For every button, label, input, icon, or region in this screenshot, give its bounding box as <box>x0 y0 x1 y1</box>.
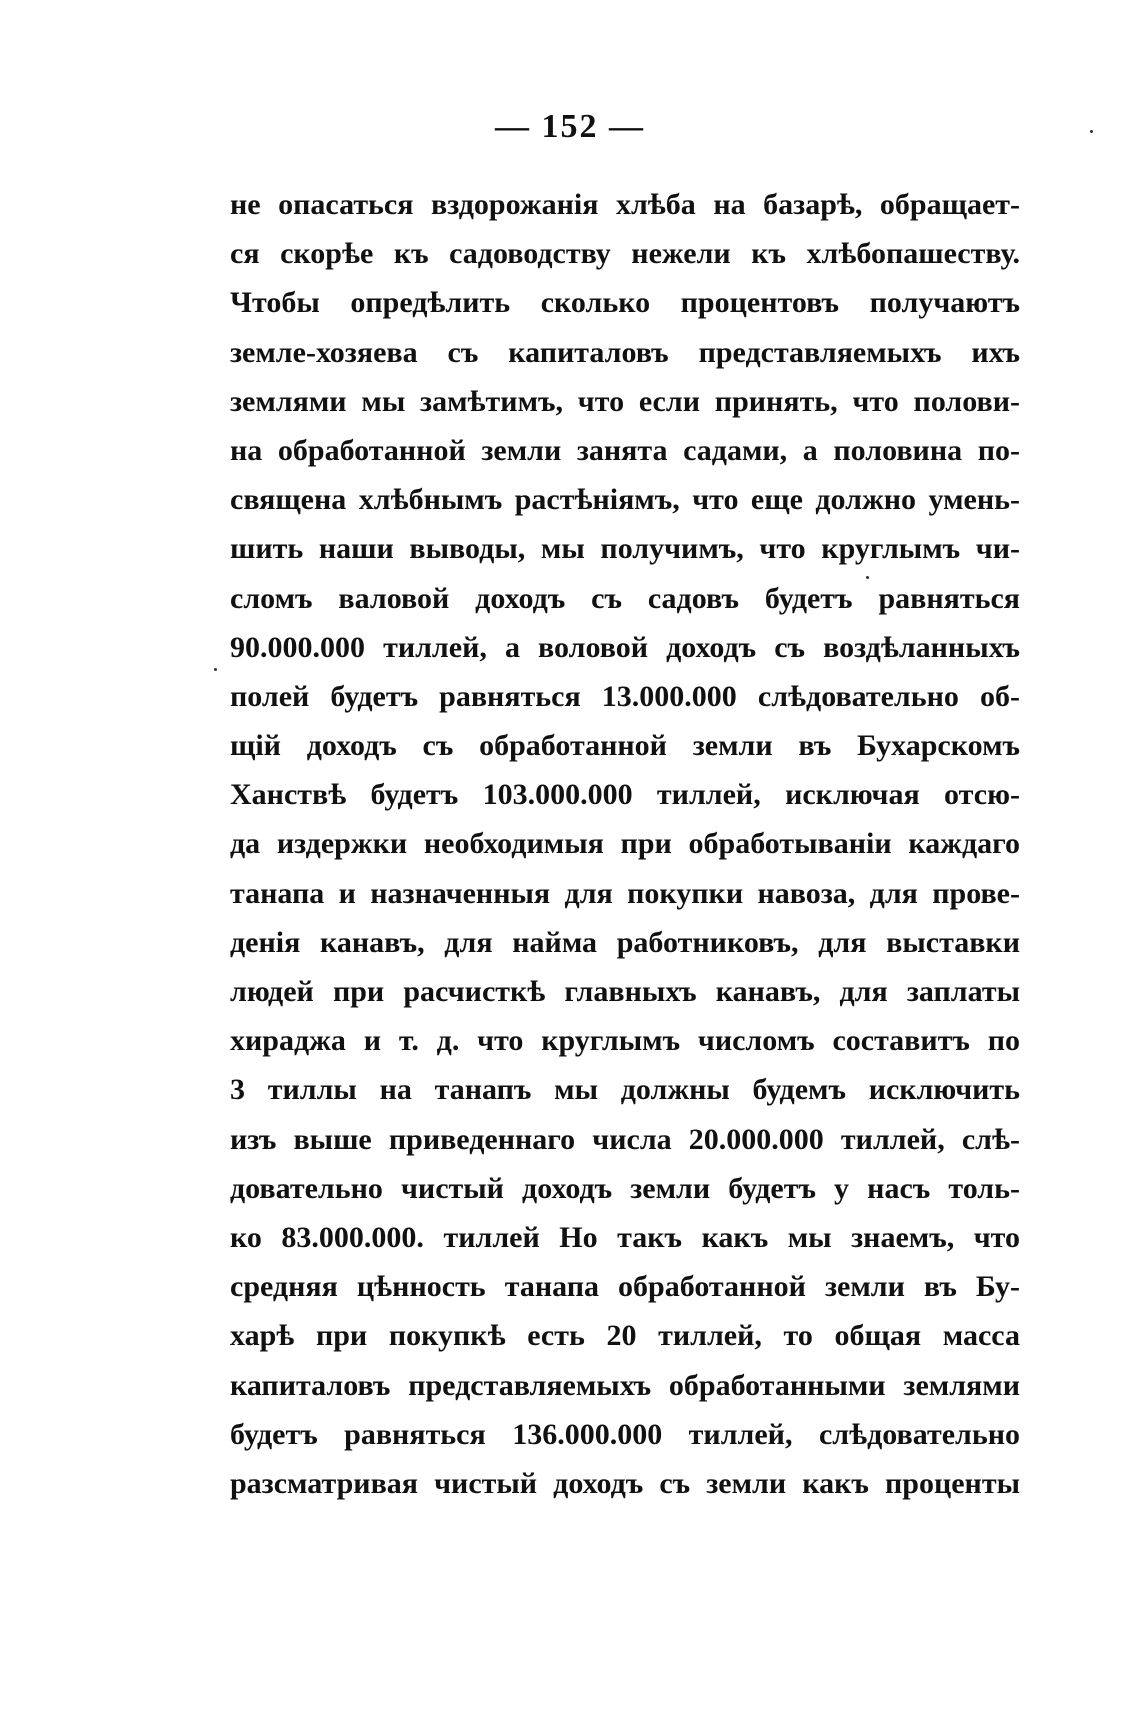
text-line: Ханствѣ будетъ 103.000.000 тиллей, исключая отсю- <box>230 778 1020 812</box>
text-line: земле-хозяева съ капиталовъ представляемыхъ ихъ <box>230 335 1020 369</box>
print-speck <box>866 576 869 579</box>
text-line: изъ выше приведеннаго числа 20.000.000 тиллей, слѣ- <box>230 1122 1020 1156</box>
text-line: сломъ валовой доходъ съ садовъ будетъ равняться <box>230 581 1020 615</box>
text-line: будетъ равняться 136.000.000 тиллей, слѣдовательно <box>230 1417 1020 1451</box>
text-line: на обработанной земли занята садами, а половина по- <box>230 433 1020 467</box>
text-line: 3 тиллы на танапъ мы должны будемъ исключить <box>230 1073 1020 1107</box>
text-line: шить наши выводы, мы получимъ, что круглымъ чи- <box>230 532 1020 566</box>
text-line: довательно чистый доходъ земли будетъ у насъ толь- <box>230 1171 1020 1205</box>
text-line: денія канавъ, для найма работниковъ, для выставки <box>230 925 1020 959</box>
text-line: щій доходъ съ обработанной земли въ Бухарскомъ <box>230 729 1020 763</box>
text-line: разсматривая чистый доходъ съ земли какъ проценты <box>230 1466 1020 1500</box>
text-line: землями мы замѣтимъ, что если принять, что полови- <box>230 384 1020 418</box>
print-speck <box>214 668 217 671</box>
text-line: полей будетъ равняться 13.000.000 слѣдовательно об- <box>230 679 1020 713</box>
text-line: да издержки необходимыя при обработываніи каждаго <box>230 827 1020 861</box>
page-number: — 152 — <box>495 108 645 145</box>
text-line: средняя цѣнность танапа обработанной земли въ Бу- <box>230 1270 1020 1304</box>
body-text <box>230 180 1020 1508</box>
text-line: ся скорѣе къ садоводству нежели къ хлѣбопашеству. <box>230 237 1020 271</box>
text-line: 90.000.000 тиллей, а воловой доходъ съ воздѣланныхъ <box>230 630 1020 664</box>
text-line: не опасаться вздорожанія хлѣба на базарѣ, обращает- <box>230 188 1020 221</box>
text-line: харѣ при покупкѣ есть 20 тиллей, то общая масса <box>230 1319 1020 1353</box>
text-line: капиталовъ представляемыхъ обработанными землями <box>230 1368 1020 1402</box>
text-line: людей при расчисткѣ главныхъ канавъ, для заплаты <box>230 975 1020 1008</box>
text-line: хираджа и т. д. что круглымъ числомъ составитъ по <box>230 1024 1020 1058</box>
text-line: ко 83.000.000. тиллей Но такъ какъ мы знаемъ, что <box>230 1220 1020 1254</box>
print-speck <box>1090 130 1093 133</box>
text-line: Чтобы опредѣлить сколько процентовъ получаютъ <box>230 286 1020 320</box>
text-line: священа хлѣбнымъ растѣніямъ, что еще должно умень- <box>230 483 1020 517</box>
text-line: танапа и назначенныя для покупки навоза, для прове- <box>230 876 1020 910</box>
